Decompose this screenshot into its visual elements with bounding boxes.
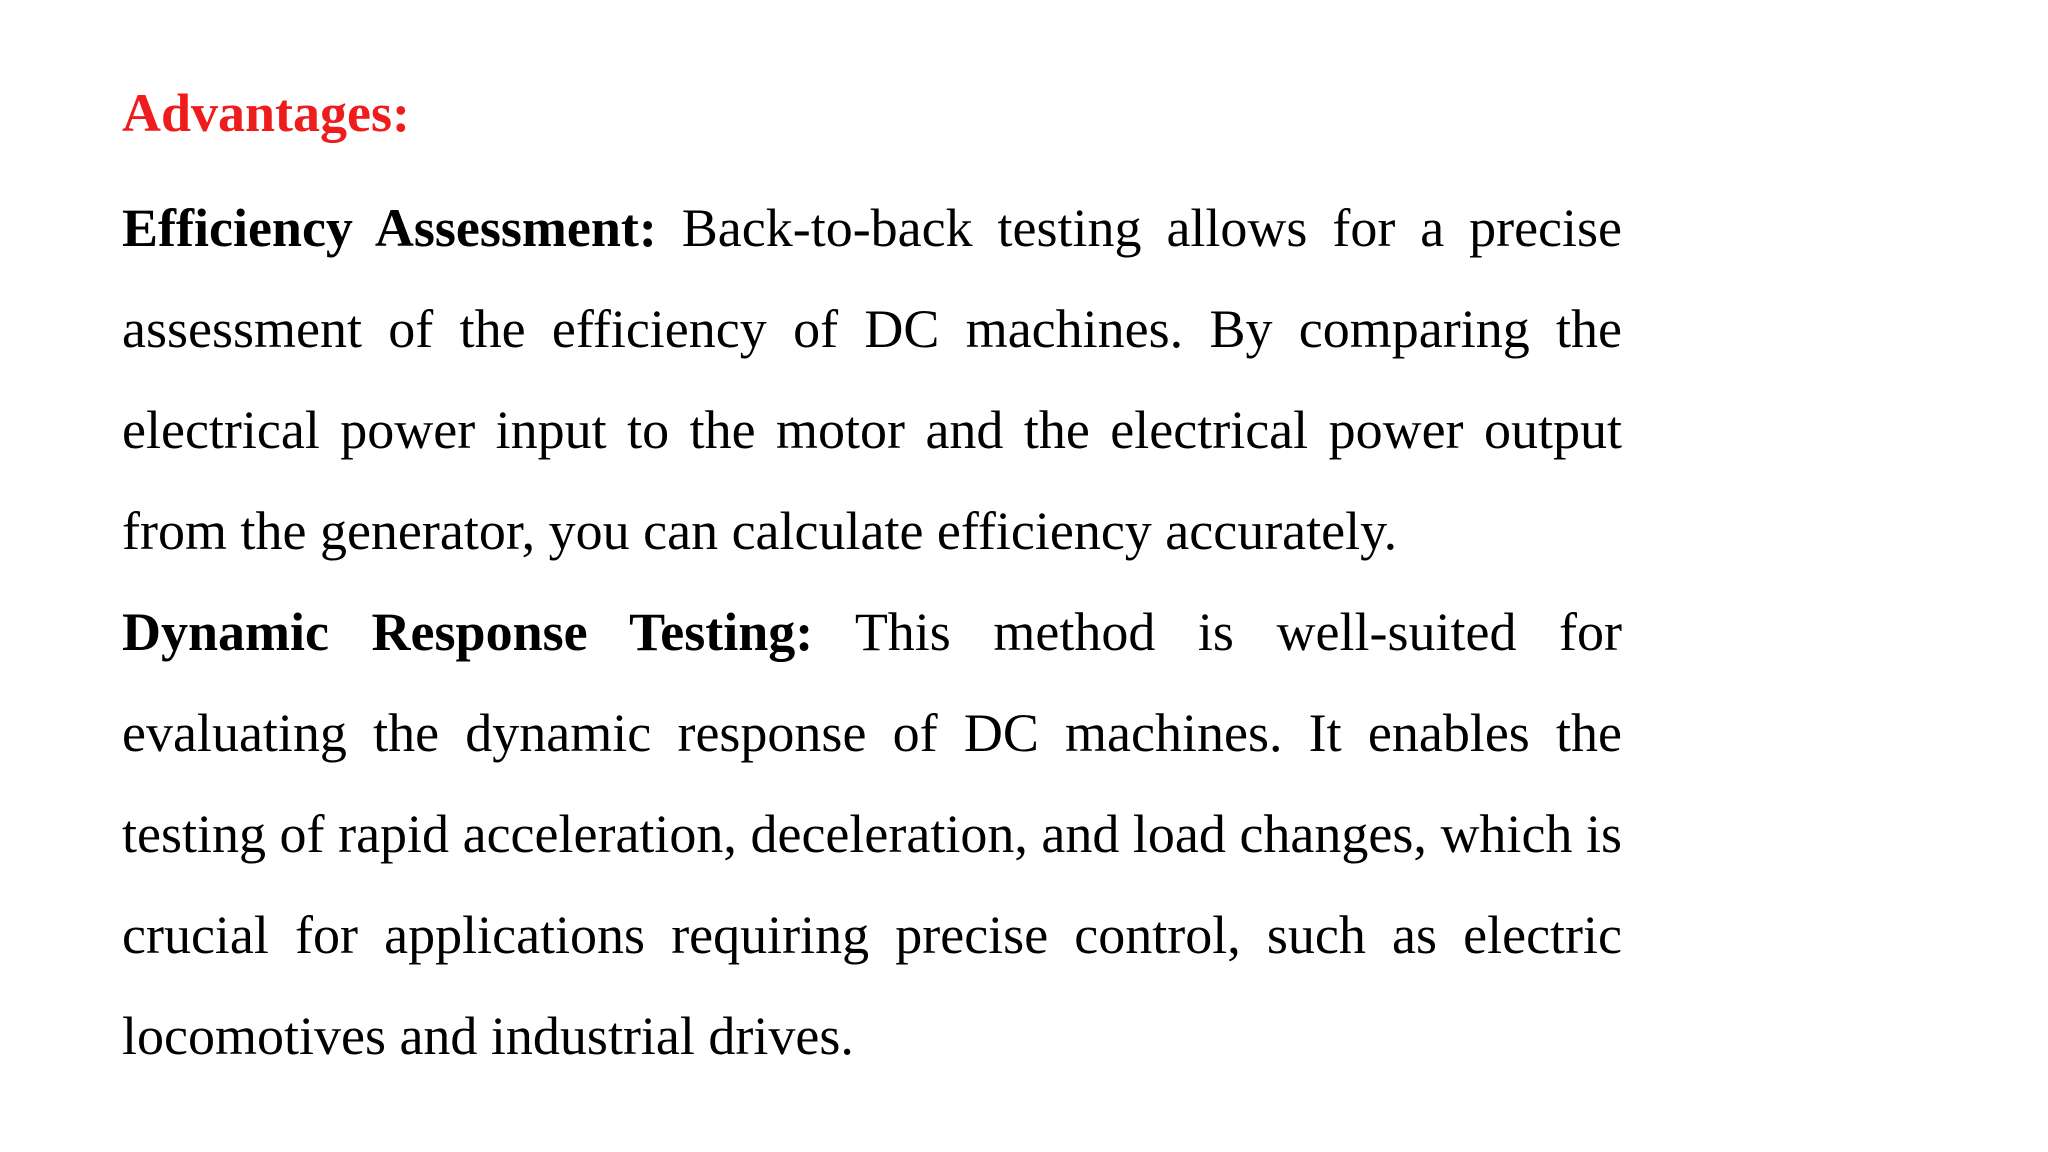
efficiency-assessment-text: Back-to-back testing allows for a precise assessment of the efficiency of DC machines. By comparing the electrical power input to the motor and the electrical power output from the generator, you can calculate efficiency accurately. [122, 198, 1623, 561]
advantages-heading: Advantages: [122, 83, 411, 143]
dynamic-response-testing-paragraph [122, 582, 1622, 1087]
dynamic-response-testing-text: This method is well-suited for evaluating the dynamic response of DC machines. It enables the testing of rapid acceleration, deceleration, and load changes, which is crucial for applications requiring precise control, such as electric locomotives and industrial drives. [122, 602, 1622, 1066]
efficiency-assessment-paragraph [122, 178, 1622, 582]
dynamic-response-testing-term: Dynamic Response Testing: [122, 602, 814, 662]
efficiency-assessment-term: Efficiency Assessment: [122, 198, 657, 258]
slide-content [122, 78, 1622, 1087]
